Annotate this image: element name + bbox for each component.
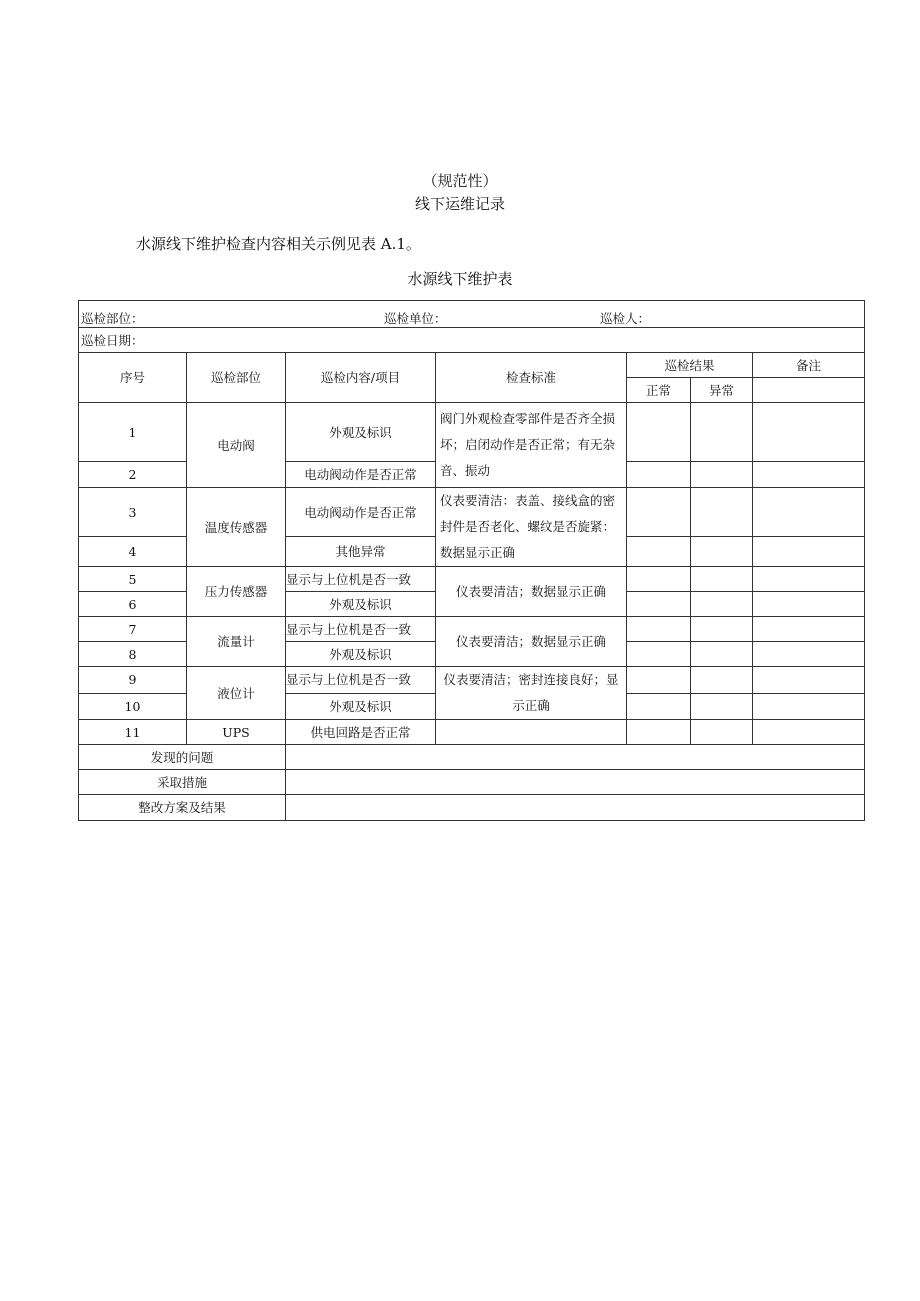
table-row	[79, 720, 865, 745]
row-part: UPS	[187, 720, 286, 745]
row-standard	[436, 720, 627, 745]
date-label: 巡检日期：	[79, 328, 865, 353]
unit-label: 巡检单位：	[384, 311, 447, 326]
row-content: 电动阀动作是否正常	[286, 462, 436, 488]
row-part: 压力传感器	[187, 567, 286, 617]
row-content: 外观及标识	[286, 592, 436, 617]
col-normal-header: 正常	[627, 378, 691, 403]
col-part-header: 巡检部位	[187, 353, 286, 403]
row-seq: 2	[79, 462, 187, 488]
inspector-label: 巡检人：	[600, 311, 651, 326]
rectification-label: 整改方案及结果	[79, 795, 286, 821]
row-part: 温度传感器	[187, 488, 286, 567]
footer-row-issues	[79, 745, 865, 770]
col-abnormal-header: 异常	[691, 378, 753, 403]
table-row	[79, 667, 865, 694]
row-standard: 仪表要清洁；数据显示正确	[436, 567, 627, 617]
row-content: 外观及标识	[286, 642, 436, 667]
row-seq: 1	[79, 403, 187, 462]
col-seq-header: 序号	[79, 353, 187, 403]
row-content: 显示与上位机是否一致	[286, 617, 436, 642]
row-content: 供电回路是否正常	[286, 720, 436, 745]
row-remark-cell	[753, 403, 865, 462]
row-content: 显示与上位机是否一致	[286, 567, 436, 592]
row-part: 流量计	[187, 617, 286, 667]
row-part: 液位计	[187, 667, 286, 720]
meta-row-date	[79, 328, 865, 353]
row-content: 电动阀动作是否正常	[286, 488, 436, 537]
col-content-header: 巡检内容/项目	[286, 353, 436, 403]
footer-row-measures	[79, 770, 865, 795]
row-seq: 5	[79, 567, 187, 592]
row-standard: 阀门外观检查零部件是否齐全损坏；启闭动作是否正常；有无杂音、振动	[436, 403, 627, 488]
row-normal-cell	[627, 403, 691, 462]
row-abnormal-cell	[691, 403, 753, 462]
issues-label: 发现的问题	[79, 745, 286, 770]
issues-field[interactable]	[286, 745, 865, 770]
row-seq: 3	[79, 488, 187, 537]
measures-field[interactable]	[286, 770, 865, 795]
col-remark-header: 备注	[753, 353, 865, 378]
location-label: 巡检部位：	[81, 311, 144, 326]
rectification-field[interactable]	[286, 795, 865, 821]
maintenance-table	[78, 300, 865, 821]
table-row	[79, 403, 865, 462]
row-seq: 6	[79, 592, 187, 617]
row-part: 电动阀	[187, 403, 286, 488]
measures-label: 采取措施	[79, 770, 286, 795]
row-seq: 9	[79, 667, 187, 694]
intro-paragraph: 水源线下维护检查内容相关示例见表 A.1。	[136, 235, 421, 253]
meta-row-location	[79, 301, 865, 328]
row-seq: 8	[79, 642, 187, 667]
row-content: 外观及标识	[286, 693, 436, 720]
row-standard: 仪表要清洁：表盖、接线盒的密封件是否老化、螺纹是否旋紧：数据显示正确	[436, 488, 627, 567]
table-row	[79, 617, 865, 642]
col-result-header: 巡检结果	[627, 353, 753, 378]
document-title: 线下运维记录	[414, 195, 505, 213]
row-content: 显示与上位机是否一致	[286, 667, 436, 694]
row-seq: 7	[79, 617, 187, 642]
row-seq: 10	[79, 693, 187, 720]
row-content: 外观及标识	[286, 403, 436, 462]
table-row	[79, 567, 865, 592]
footer-row-rectification	[79, 795, 865, 821]
row-seq: 11	[79, 720, 187, 745]
row-content: 其他异常	[286, 537, 436, 567]
row-seq: 4	[79, 537, 187, 567]
col-standard-header: 检查标准	[436, 353, 627, 403]
header-row	[79, 353, 865, 378]
row-standard: 仪表要清洁；数据显示正确	[436, 617, 627, 667]
appendix-subtitle: （规范性）	[422, 172, 498, 190]
row-standard: 仪表要清洁；密封连接良好；显示正确	[436, 667, 627, 720]
table-title: 水源线下维护表	[407, 270, 513, 288]
table-row	[79, 488, 865, 537]
